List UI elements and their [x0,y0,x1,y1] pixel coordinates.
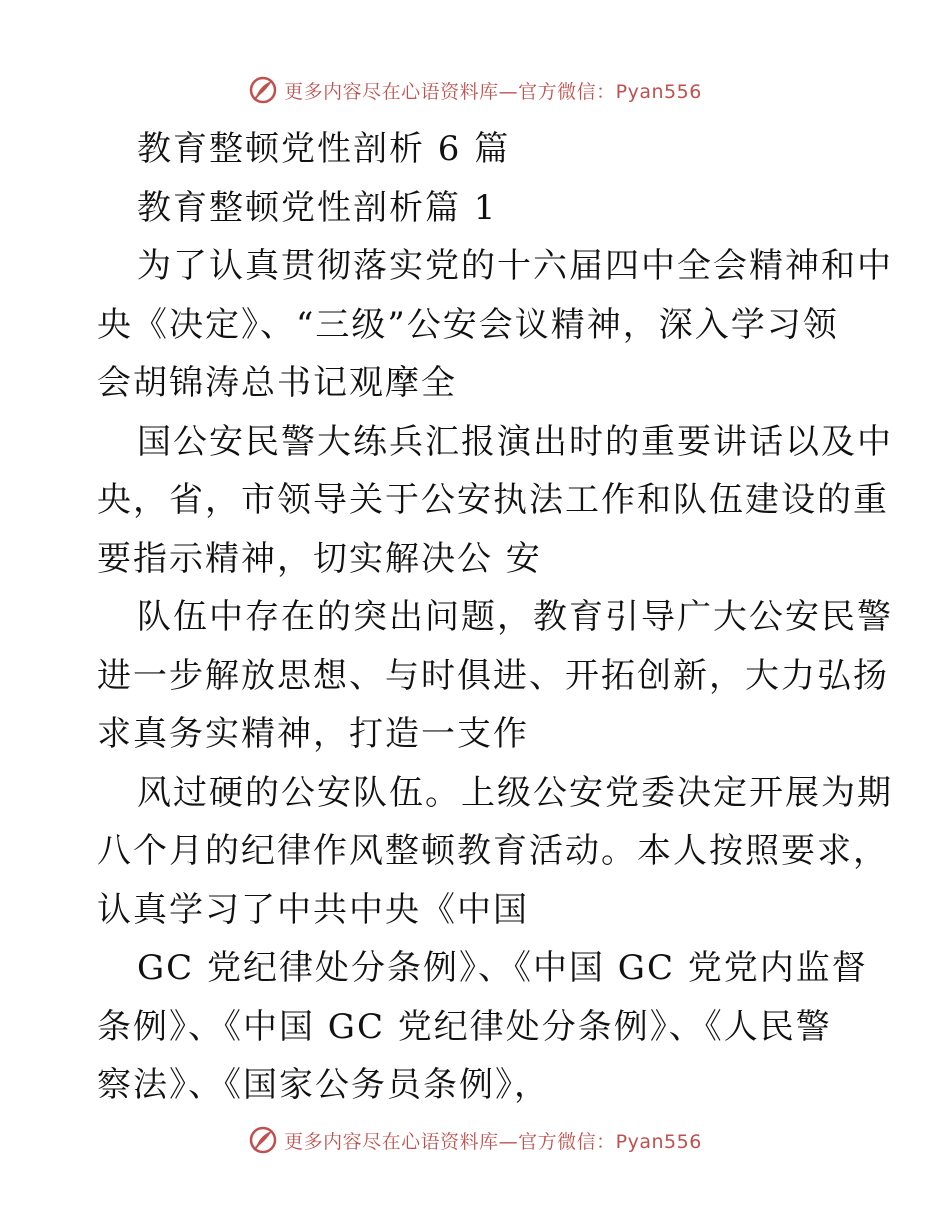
doc-line: 队伍中存在的突出问题，教育引导广大公安民警 [137,597,893,637]
doc-line: 教育整顿党性剖析篇 1 [137,187,498,228]
doc-line: 条例》、《中国 GC 党纪律处分条例》、《人民警 [97,1006,832,1047]
doc-line: 求真务实精神，打造一支作 [97,714,529,754]
doc-line: 国公安民警大练兵汇报演出时的重要讲话以及中 [137,421,893,462]
watermark-text: 更多内容尽在心语资料库—官方微信：Pyan556 [284,80,702,103]
doc-line: 察法》、《国家公务员条例》， [97,1065,550,1105]
footer-watermark [0,1120,950,1160]
feather-pen-logo-icon [248,75,278,105]
header-watermark [0,70,950,110]
doc-line: 八个月的纪律作风整顿教育活动。本人按照要求， [97,831,889,871]
doc-line: GC 党纪律处分条例》、《中国 GC 党党内监督 [137,948,868,988]
doc-line: 进一步解放思想、与时俱进、开拓创新，大力弘扬 [97,655,889,696]
watermark-text: 更多内容尽在心语资料库—官方微信：Pyan556 [284,1130,702,1153]
doc-line: 认真学习了中共中央《中国 [97,889,529,930]
doc-line: 央，省，市领导关于公安执法工作和队伍建设的重 [97,480,889,520]
doc-line: 风过硬的公安队伍。上级公安党委决定开展为期 [137,772,893,813]
feather-pen-logo-icon [248,1125,278,1155]
document-body [97,120,893,1115]
doc-line: 为了认真贯彻落实党的十六届四中全会精神和中 [137,246,893,286]
doc-line: 央《决定》、“三级”公安会议精神，深入学习领 [97,304,839,345]
doc-line: 教育整顿党性剖析 6 篇 [137,129,511,169]
doc-line: 要指示精神，切实解决公 安 [97,538,542,579]
doc-line: 会胡锦涛总书记观摩全 [97,363,457,403]
